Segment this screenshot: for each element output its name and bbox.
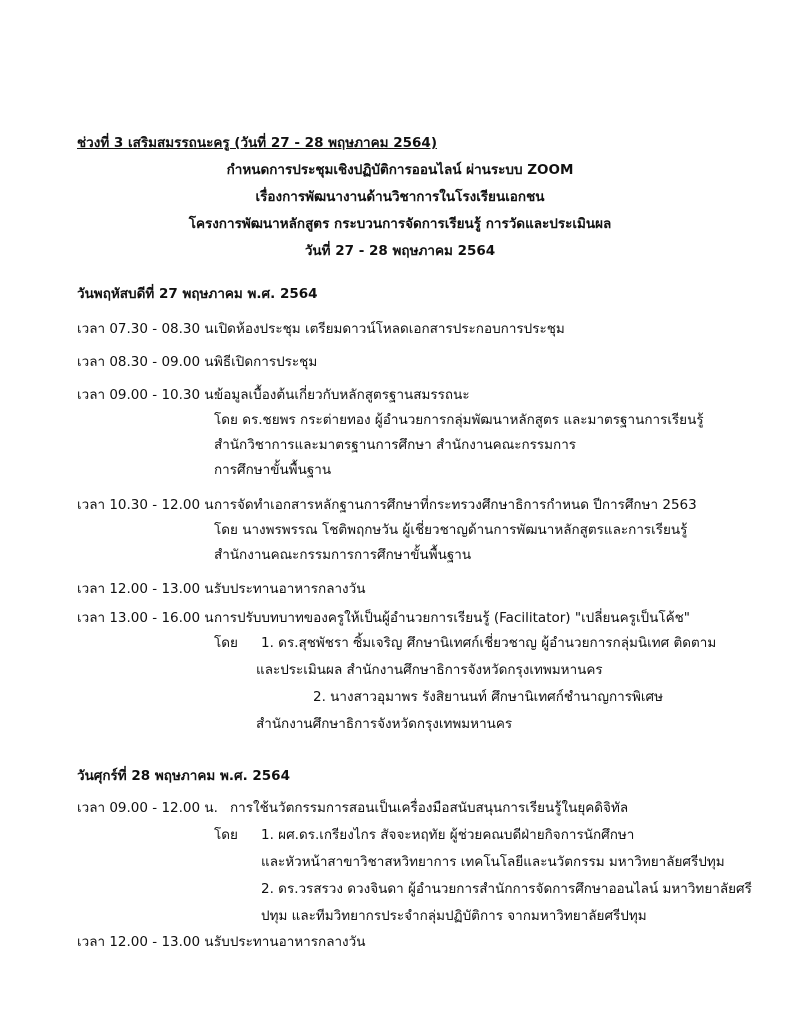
schedule-text: รับประทานอาหารกลางวัน bbox=[214, 581, 366, 597]
schedule-time: เวลา 07.30 - 08.30 น. bbox=[77, 321, 218, 337]
speaker-line: 1. ดร.สุชพัชรา ซิ้มเจริญ ศึกษานิเทศก์เชี่ยวชาญ ผู้อำนวยการกลุ่มนิเทศ ติดตาม bbox=[261, 635, 717, 651]
schedule-time: เวลา 09.00 - 12.00 น. bbox=[77, 800, 218, 816]
schedule-text: การศึกษาขั้นพื้นฐาน bbox=[214, 462, 332, 478]
speaker-line: และหัวหน้าสาขาวิชาสหวิทยาการ เทคโนโลยีและนวัตกรรม มหาวิทยาลัยศรีปทุม bbox=[261, 854, 725, 870]
schedule-text: เปิดห้องประชุม เตรียมดาวน์โหลดเอกสารประกอบการประชุม bbox=[214, 321, 565, 337]
speakers-label: โดย bbox=[214, 635, 238, 651]
schedule-time: เวลา 09.00 - 10.30 น. bbox=[77, 387, 218, 403]
speaker-line: 2. นางสาวอุมาพร รังสิยานนท์ ศึกษานิเทศก์ชำนาญการพิเศษ bbox=[313, 689, 663, 705]
header-line-2: เรื่องการพัฒนางานด้านวิชาการในโรงเรียนเอกชน bbox=[255, 189, 545, 205]
speaker-line: 1. ผศ.ดร.เกรียงไกร สัจจะหฤทัย ผู้ช่วยคณบดีฝ่ายกิจการนักศึกษา bbox=[261, 827, 635, 843]
schedule-text: การจัดทำเอกสารหลักฐานการศึกษาที่กระทรวงศึกษาธิการกำหนด ปีการศึกษา 2563 bbox=[214, 497, 697, 513]
speaker-line: 2. ดร.วรสรวง ดวงจินดา ผู้อำนวยการสำนักการจัดการศึกษาออนไลน์ มหาวิทยาลัยศรี bbox=[261, 881, 752, 897]
speaker-line: ปทุม และทีมวิทยากรประจำกลุ่มปฏิบัติการ จากมหาวิทยาลัยศรีปทุม bbox=[261, 908, 647, 924]
speaker-line: สำนักงานศึกษาธิการจังหวัดกรุงเทพมหานคร bbox=[256, 716, 513, 732]
schedule-text: การใช้นวัตกรรมการสอนเป็นเครื่องมือสนับสนุนการเรียนรู้ในยุคดิจิทัล bbox=[230, 800, 629, 816]
schedule-text: การปรับบทบาทของครูให้เป็นผู้อำนวยการเรียนรู้ (Facilitator) "เปลี่ยนครูเป็นโค้ช" bbox=[214, 610, 691, 626]
header-line-1: กำหนดการประชุมเชิงปฏิบัติการออนไลน์ ผ่านระบบ ZOOM bbox=[226, 162, 574, 178]
header-line-3: โครงการพัฒนาหลักสูตร กระบวนการจัดการเรียนรู้ การวัดและประเมินผล bbox=[188, 216, 612, 232]
schedule-text: สำนักวิชาการและมาตรฐานการศึกษา สำนักงานคณะกรรมการ bbox=[214, 437, 577, 453]
schedule-text: รับประทานอาหารกลางวัน bbox=[214, 934, 366, 950]
schedule-text: พิธีเปิดการประชุม bbox=[214, 354, 318, 370]
speakers-label: โดย bbox=[214, 827, 238, 843]
speaker-line: และประเมินผล สำนักงานศึกษาธิการจังหวัดกรุงเทพมหานคร bbox=[256, 662, 603, 678]
schedule-time: เวลา 12.00 - 13.00 น. bbox=[77, 934, 218, 950]
section-title: ช่วงที่ 3 เสริมสมรรถนะครู (วันที่ 27 - 28 พฤษภาคม 2564) bbox=[77, 135, 437, 151]
day2-heading: วันศุกร์ที่ 28 พฤษภาคม พ.ศ. 2564 bbox=[77, 768, 290, 784]
schedule-time: เวลา 08.30 - 09.00 น. bbox=[77, 354, 218, 370]
schedule-text: โดย ดร.ชยพร กระต่ายทอง ผู้อำนวยการกลุ่มพัฒนาหลักสูตร และมาตรฐานการเรียนรู้ bbox=[214, 412, 704, 428]
schedule-time: เวลา 10.30 - 12.00 น. bbox=[77, 497, 218, 513]
day1-heading: วันพฤหัสบดีที่ 27 พฤษภาคม พ.ศ. 2564 bbox=[77, 286, 318, 302]
schedule-text: โดย นางพรพรรณ โชติพฤกษวัน ผู้เชี่ยวชาญด้านการพัฒนาหลักสูตรและการเรียนรู้ bbox=[214, 522, 688, 538]
header-line-4: วันที่ 27 - 28 พฤษภาคม 2564 bbox=[304, 243, 496, 259]
schedule-text: ข้อมูลเบื้องต้นเกี่ยวกับหลักสูตรฐานสมรรถนะ bbox=[214, 387, 470, 403]
schedule-text: สำนักงานคณะกรรมการการศึกษาขั้นพื้นฐาน bbox=[214, 547, 472, 563]
schedule-time: เวลา 13.00 - 16.00 น. bbox=[77, 610, 218, 626]
schedule-time: เวลา 12.00 - 13.00 น. bbox=[77, 581, 218, 597]
